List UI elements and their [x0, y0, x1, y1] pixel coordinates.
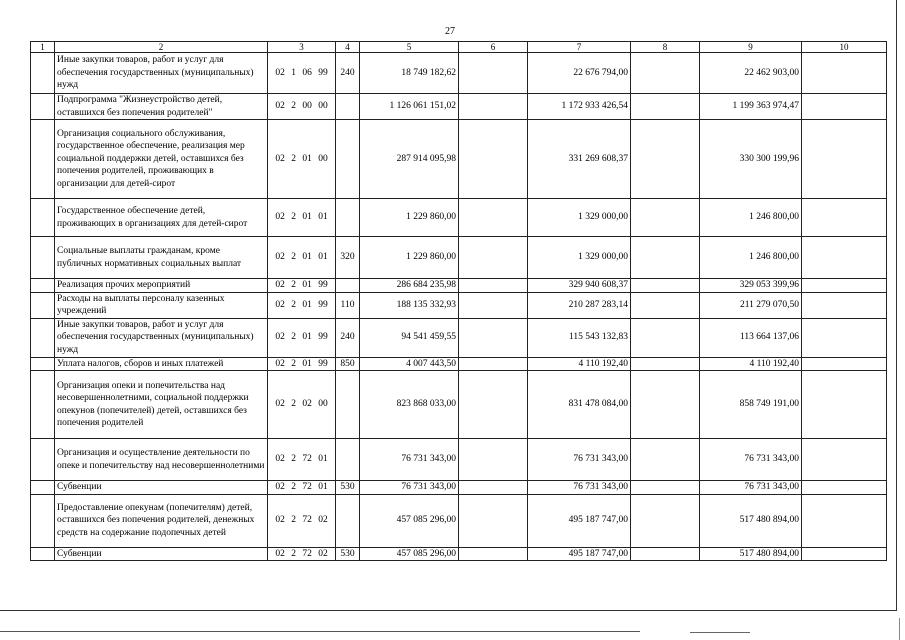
amount-col-7: 4 110 192,40: [528, 357, 631, 371]
amount-col-6: [459, 199, 528, 237]
expense-name: Подпрограмма "Жизнеустройство детей, оставшихся без попечения родителей": [55, 94, 268, 120]
expense-name: Субвенции: [55, 547, 268, 561]
expense-type: 110: [336, 292, 360, 318]
row-index: [31, 547, 55, 561]
amount-col-5: 457 085 296,00: [360, 547, 459, 561]
amount-col-9: 211 279 070,50: [700, 292, 802, 318]
amount-col-8: [631, 357, 700, 371]
header-col-9: 9: [700, 42, 802, 53]
row-index: [31, 439, 55, 481]
amount-col-9: 22 462 903,00: [700, 53, 802, 94]
row-index: [31, 357, 55, 371]
row-index: [31, 481, 55, 495]
header-col-2: 2: [55, 42, 268, 53]
header-col-8: 8: [631, 42, 700, 53]
amount-col-7: 1 329 000,00: [528, 237, 631, 279]
amount-col-7: 329 940 608,37: [528, 279, 631, 293]
amount-col-8: [631, 94, 700, 120]
expense-name: Уплата налогов, сборов и иных платежей: [55, 357, 268, 371]
expense-type: 530: [336, 547, 360, 561]
amount-col-10: [802, 279, 887, 293]
amount-col-6: [459, 439, 528, 481]
header-col-5: 5: [360, 42, 459, 53]
amount-col-5: 76 731 343,00: [360, 439, 459, 481]
amount-col-7: 210 287 283,14: [528, 292, 631, 318]
expense-name: Расходы на выплаты персоналу казенных учреждений: [55, 292, 268, 318]
expense-type: [336, 94, 360, 120]
page-frame-right: [896, 0, 897, 610]
table-row: [31, 439, 887, 481]
page-number: 27: [445, 26, 455, 37]
amount-col-7: 1 172 933 426,54: [528, 94, 631, 120]
expense-type: 850: [336, 357, 360, 371]
amount-col-6: [459, 53, 528, 94]
amount-col-9: 76 731 343,00: [700, 481, 802, 495]
target-code: 02 2 72 01: [268, 439, 336, 481]
target-code: 02 2 01 99: [268, 318, 336, 357]
amount-col-5: 1 126 061 151,02: [360, 94, 459, 120]
expense-name: Организация опеки и попечительства над несовершеннолетними, социальной поддержки опекунов (попечителей) детей, оставшихся без попечения родителей: [55, 371, 268, 439]
amount-col-9: 517 480 894,00: [700, 494, 802, 547]
amount-col-6: [459, 547, 528, 561]
expense-name: Субвенции: [55, 481, 268, 495]
expense-name: Предоставление опекунам (попечителям) детей, оставшихся без попечения родителей, денежных средств на содержание подопечных детей: [55, 494, 268, 547]
row-index: [31, 318, 55, 357]
amount-col-6: [459, 292, 528, 318]
expense-type: 240: [336, 53, 360, 94]
expense-type: 320: [336, 237, 360, 279]
amount-col-6: [459, 371, 528, 439]
amount-col-10: [802, 237, 887, 279]
header-col-3: 3: [268, 42, 336, 53]
expense-name: Иные закупки товаров, работ и услуг для обеспечения государственных (муниципальных) нужд: [55, 318, 268, 357]
amount-col-7: 331 269 608,37: [528, 120, 631, 199]
target-code: 02 2 00 00: [268, 94, 336, 120]
header-col-7: 7: [528, 42, 631, 53]
expense-type: [336, 371, 360, 439]
expense-type: [336, 494, 360, 547]
table-row: [31, 53, 887, 94]
amount-col-10: [802, 494, 887, 547]
amount-col-9: 330 300 199,96: [700, 120, 802, 199]
amount-col-5: 1 229 860,00: [360, 199, 459, 237]
amount-col-7: 495 187 747,00: [528, 494, 631, 547]
amount-col-9: 517 480 894,00: [700, 547, 802, 561]
scan-line-short: [690, 632, 750, 633]
target-code: 02 2 01 01: [268, 199, 336, 237]
amount-col-9: 4 110 192,40: [700, 357, 802, 371]
page-frame-bottom: [0, 610, 897, 611]
amount-col-6: [459, 279, 528, 293]
amount-col-8: [631, 547, 700, 561]
amount-col-10: [802, 439, 887, 481]
amount-col-10: [802, 481, 887, 495]
amount-col-6: [459, 494, 528, 547]
target-code: 02 2 01 99: [268, 292, 336, 318]
row-index: [31, 94, 55, 120]
amount-col-8: [631, 199, 700, 237]
amount-col-8: [631, 120, 700, 199]
table-row: [31, 199, 887, 237]
table-row: [31, 371, 887, 439]
table-row: [31, 237, 887, 279]
target-code: 02 2 72 02: [268, 494, 336, 547]
amount-col-9: 1 199 363 974,47: [700, 94, 802, 120]
header-col-1: 1: [31, 42, 55, 53]
row-index: [31, 279, 55, 293]
amount-col-7: 495 187 747,00: [528, 547, 631, 561]
amount-col-6: [459, 318, 528, 357]
amount-col-7: 831 478 084,00: [528, 371, 631, 439]
expense-name: Организация социального обслуживания, государственное обеспечение, реализация мер социальной поддержки детей, оставшихся без попечения родителей, проживающих в организации для детей-сирот: [55, 120, 268, 199]
expense-name: Организация и осуществление деятельности по опеке и попечительству над несовершеннолетними: [55, 439, 268, 481]
row-index: [31, 237, 55, 279]
amount-col-5: 18 749 182,62: [360, 53, 459, 94]
target-code: 02 2 72 02: [268, 547, 336, 561]
target-code: 02 2 01 00: [268, 120, 336, 199]
amount-col-10: [802, 292, 887, 318]
expense-type: [336, 439, 360, 481]
amount-col-6: [459, 120, 528, 199]
table-row: [31, 94, 887, 120]
amount-col-6: [459, 237, 528, 279]
amount-col-9: 329 053 399,96: [700, 279, 802, 293]
header-col-4: 4: [336, 42, 360, 53]
table-row: [31, 547, 887, 561]
amount-col-8: [631, 439, 700, 481]
amount-col-10: [802, 94, 887, 120]
table-row: [31, 318, 887, 357]
amount-col-5: 1 229 860,00: [360, 237, 459, 279]
amount-col-7: 115 543 132,83: [528, 318, 631, 357]
amount-col-6: [459, 481, 528, 495]
target-code: 02 1 06 99: [268, 53, 336, 94]
header-col-6: 6: [459, 42, 528, 53]
amount-col-5: 76 731 343,00: [360, 481, 459, 495]
amount-col-7: 1 329 000,00: [528, 199, 631, 237]
amount-col-5: 286 684 235,98: [360, 279, 459, 293]
amount-col-10: [802, 120, 887, 199]
amount-col-8: [631, 279, 700, 293]
amount-col-10: [802, 357, 887, 371]
table-row: [31, 494, 887, 547]
amount-col-9: 1 246 800,00: [700, 199, 802, 237]
budget-table: [30, 41, 887, 561]
amount-col-5: 287 914 095,98: [360, 120, 459, 199]
amount-col-7: 76 731 343,00: [528, 481, 631, 495]
amount-col-5: 94 541 459,55: [360, 318, 459, 357]
table-row: [31, 120, 887, 199]
table-row: [31, 357, 887, 371]
expense-type: 530: [336, 481, 360, 495]
amount-col-10: [802, 547, 887, 561]
amount-col-5: 4 007 443,50: [360, 357, 459, 371]
amount-col-10: [802, 371, 887, 439]
header-col-10: 10: [802, 42, 887, 53]
row-index: [31, 53, 55, 94]
amount-col-10: [802, 199, 887, 237]
row-index: [31, 120, 55, 199]
amount-col-9: 858 749 191,00: [700, 371, 802, 439]
amount-col-8: [631, 371, 700, 439]
expense-name: Социальные выплаты гражданам, кроме публичных нормативных социальных выплат: [55, 237, 268, 279]
amount-col-7: 76 731 343,00: [528, 439, 631, 481]
row-index: [31, 371, 55, 439]
scan-edge: [899, 618, 900, 640]
target-code: 02 2 02 00: [268, 371, 336, 439]
amount-col-5: 823 868 033,00: [360, 371, 459, 439]
header-row: [31, 42, 887, 53]
amount-col-8: [631, 494, 700, 547]
amount-col-5: 188 135 332,93: [360, 292, 459, 318]
amount-col-10: [802, 53, 887, 94]
amount-col-8: [631, 481, 700, 495]
target-code: 02 2 01 99: [268, 279, 336, 293]
amount-col-8: [631, 237, 700, 279]
amount-col-8: [631, 292, 700, 318]
table-row: [31, 292, 887, 318]
amount-col-6: [459, 357, 528, 371]
expense-type: [336, 199, 360, 237]
expense-name: Государственное обеспечение детей, проживающих в организациях для детей-сирот: [55, 199, 268, 237]
expense-type: [336, 120, 360, 199]
table-row: [31, 279, 887, 293]
amount-col-9: 76 731 343,00: [700, 439, 802, 481]
amount-col-8: [631, 53, 700, 94]
scan-line: [0, 631, 640, 632]
amount-col-9: 1 246 800,00: [700, 237, 802, 279]
row-index: [31, 494, 55, 547]
expense-name: Иные закупки товаров, работ и услуг для обеспечения государственных (муниципальных) нужд: [55, 53, 268, 94]
amount-col-9: 113 664 137,06: [700, 318, 802, 357]
expense-type: [336, 279, 360, 293]
amount-col-10: [802, 318, 887, 357]
target-code: 02 2 72 01: [268, 481, 336, 495]
amount-col-6: [459, 94, 528, 120]
target-code: 02 2 01 99: [268, 357, 336, 371]
table-row: [31, 481, 887, 495]
expense-name: Реализация прочих мероприятий: [55, 279, 268, 293]
amount-col-7: 22 676 794,00: [528, 53, 631, 94]
row-index: [31, 199, 55, 237]
amount-col-8: [631, 318, 700, 357]
amount-col-5: 457 085 296,00: [360, 494, 459, 547]
row-index: [31, 292, 55, 318]
target-code: 02 2 01 01: [268, 237, 336, 279]
expense-type: 240: [336, 318, 360, 357]
